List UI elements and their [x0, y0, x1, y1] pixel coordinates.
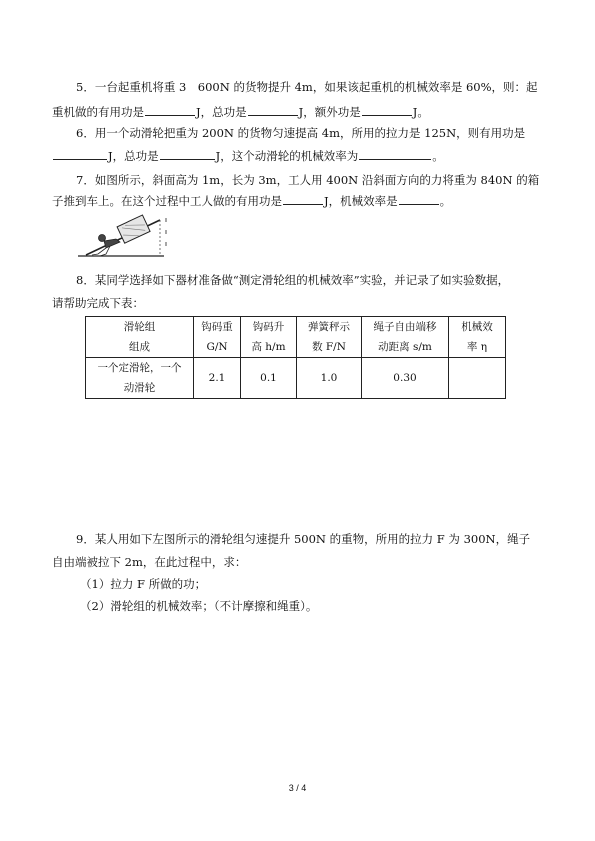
worker-figure	[92, 235, 120, 257]
q5-text-a: 重机做的有用功是	[52, 105, 144, 119]
box-on-incline	[117, 215, 150, 243]
page-number: 3 / 4	[288, 783, 307, 793]
header-cell: 滑轮组 组成	[86, 317, 194, 358]
table-header-row	[86, 317, 506, 358]
header-cell: 机械效 率 η	[449, 317, 506, 358]
q7-blank-useful[interactable]	[283, 193, 323, 205]
q7-line2	[52, 193, 552, 208]
q9-sub2: （2）滑轮组的机械效率；（不计摩擦和绳重）。	[80, 599, 318, 613]
efficiency-answer-cell[interactable]	[449, 358, 506, 399]
q5-text-b: J，总功是	[196, 105, 247, 119]
table-cell: 0.30	[362, 358, 449, 399]
table-cell: 一个定滑轮，一个 动滑轮	[86, 358, 194, 399]
q5-text-c: J，额外功是	[298, 105, 361, 119]
q9-line1: 9．某人用如下左图所示的滑轮组匀速提升 500N 的重物，所用的拉力 F 为 300N，绳子	[76, 532, 531, 546]
q5-line2	[52, 104, 552, 119]
q6-text-b: J，总功是	[108, 149, 159, 163]
q7-text-c: 。	[439, 194, 452, 208]
header-cell: 绳子自由端移 动距离 s/m	[362, 317, 449, 358]
table-cell: 2.1	[194, 358, 241, 399]
q6-text-c: J，这个动滑轮的机械效率为	[215, 149, 359, 163]
q7-blank-efficiency[interactable]	[399, 193, 439, 205]
header-cell: 钩码升 高 h/m	[241, 317, 297, 358]
table-cell: 0.1	[241, 358, 297, 399]
q5-blank-useful[interactable]	[145, 104, 195, 116]
incline-figure	[76, 208, 176, 260]
q5-blank-extra[interactable]	[362, 104, 412, 116]
data-table	[85, 316, 506, 399]
q8-line1: 8．某同学选择如下器材准备做“测定滑轮组的机械效率”实验，并记录了如实验数据，	[76, 273, 510, 287]
table-cell: 1.0	[297, 358, 362, 399]
q6-blank-useful[interactable]	[53, 148, 107, 160]
q5-blank-total[interactable]	[248, 104, 298, 116]
table-row	[86, 358, 506, 399]
q7-text-a: 子推到车上。在这个过程中工人做的有用功是	[52, 194, 282, 208]
q5-line1: 5．一台起重机将重 3 600N 的货物提升 4m，如果该起重机的机械效率是 60%，则：起	[76, 80, 538, 94]
q9-sub1: （1）拉力 F 所做的功；	[80, 577, 207, 591]
q6-text-d: 。	[432, 149, 444, 163]
q6-line1: 6．用一个动滑轮把重为 200N 的货物匀速提高 4m，所用的拉力是 125N，则有用功是	[76, 126, 526, 140]
q6-line2	[52, 148, 552, 163]
q6-blank-total[interactable]	[160, 148, 215, 160]
q7-line1: 7．如图所示，斜面高为 1m，长为 3m，工人用 400N 沿斜面方向的力将重为 840N 的箱	[76, 173, 540, 187]
header-cell: 弹簧秤示 数 F/N	[297, 317, 362, 358]
header-cell: 钩码重 G/N	[194, 317, 241, 358]
q9-line2: 自由端被拉下 2m，在此过程中，求：	[52, 555, 247, 569]
q8-line2: 请帮助完成下表：	[52, 296, 144, 310]
q7-text-b: J，机械效率是	[324, 194, 398, 208]
q5-text-d: J。	[412, 105, 429, 119]
q6-blank-efficiency[interactable]	[359, 148, 431, 160]
